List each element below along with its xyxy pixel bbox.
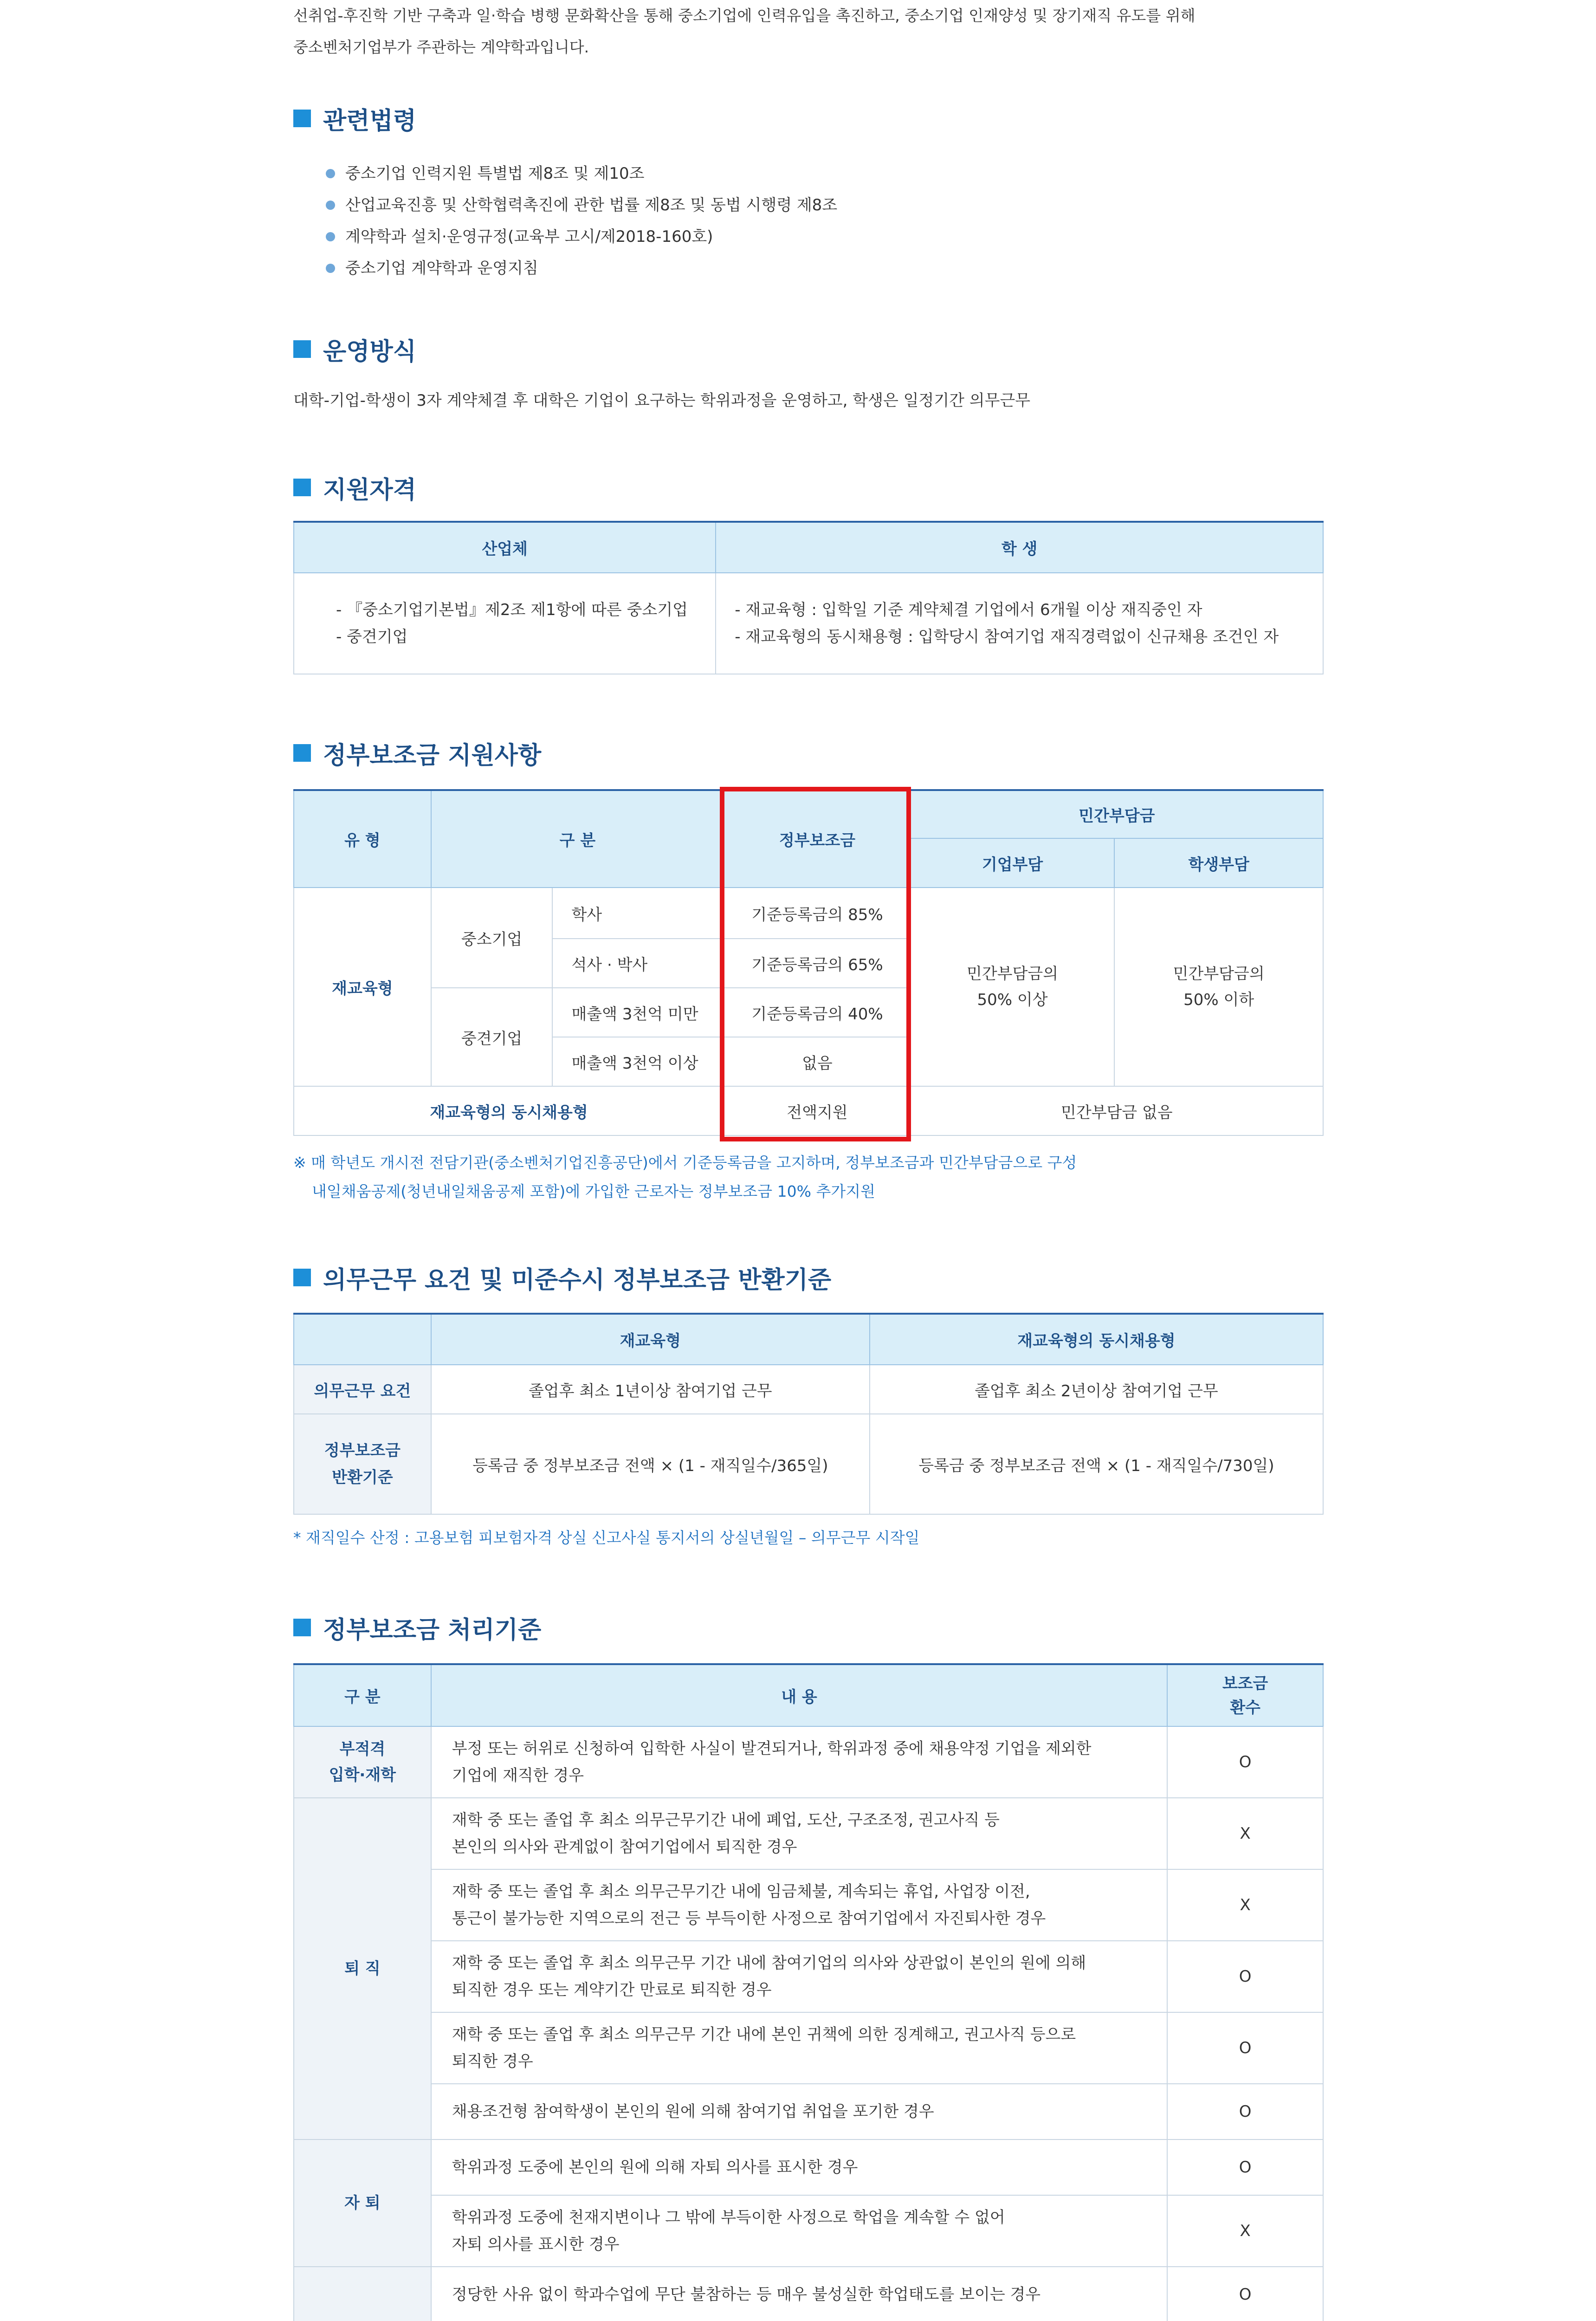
table-header: 학 생 (716, 522, 1323, 573)
section-title-processing (293, 1614, 542, 1644)
note-line: ※ 매 학년도 개시전 전담기관(중소벤처기업진흥공단)에서 기준등록금을 고지하며, 정부보조금과 민간부담금으로 구성 (293, 1154, 1077, 1172)
list-item (326, 253, 837, 284)
cell-line: - 『중소기업기본법』제2조 제1항에 따른 중소기업 (336, 601, 688, 619)
refund-mark: O (1167, 1941, 1323, 2012)
table-header: 기업부담 (911, 838, 1115, 888)
content-line: 채용조건형 참여학생이 본인의 원에 의해 참여기업 취업을 포기한 경우 (452, 2102, 934, 2121)
content-line: 재학 중 또는 졸업 후 최소 의무근무기간 내에 임금체불, 계속되는 휴업, 사업장 이전, (452, 1882, 1030, 1901)
table-header: 학생부담 (1114, 838, 1323, 888)
sub-category-cell: 학사 (552, 888, 724, 939)
processing-table (293, 1663, 1324, 2321)
content-line: 학위과정 도중에 본인의 원에 의해 자퇴 의사를 표시한 경우 (452, 2158, 858, 2177)
list-item-text: 산업교육진흥 및 산학협력촉진에 관한 법률 제8조 및 동법 시행령 제8조 (345, 196, 838, 214)
content-line: 부정 또는 허위로 신청하여 입학한 사실이 발견되거나, 학위과정 중에 채용약정 기업을 제외한 (452, 1739, 1092, 1758)
gov-cell: 기준등록금의 65% (724, 939, 911, 988)
section-title-text: 관련법령 (323, 107, 416, 135)
cell-line: 50% 이상 (977, 991, 1048, 1009)
category-cell: 중소기업 (431, 888, 553, 988)
refund-mark: O (1167, 2139, 1323, 2195)
note-line: 내일채움공제(청년내일채움공제 포함)에 가입한 근로자는 정부보조금 10% 추가지원 (312, 1182, 876, 1200)
refund-mark: O (1167, 2084, 1323, 2139)
table-row (294, 1798, 1323, 1869)
content-cell (431, 2012, 1168, 2084)
dot-icon (326, 201, 335, 210)
sub-category-cell: 매출액 3천억 이상 (552, 1037, 724, 1086)
content-line: 재학 중 또는 졸업 후 최소 의무근무기간 내에 폐업, 도산, 구조조정, 권고사직 등 (452, 1811, 1000, 1829)
table-header: 산업체 (294, 522, 716, 573)
header-line: 환수 (1230, 1698, 1260, 1717)
cell-line: - 재교육형 : 입학일 기준 계약체결 기업에서 6개월 이상 재직중인 자 (735, 601, 1202, 619)
category-cell: 중견기업 (431, 988, 553, 1086)
content-cell (431, 2139, 1168, 2195)
operation-text: 대학-기업-학생이 3자 계약체결 후 대학은 기업이 요구하는 학위과정을 운영하고, 학생은 일정기간 의무근무 (293, 391, 1031, 410)
company-share-cell (911, 888, 1115, 1086)
processing-body (294, 1726, 1323, 2321)
table-cell: 등록금 중 정부보조금 전액 × (1 - 재직일수/730일) (870, 1414, 1323, 1514)
table-header (1167, 1664, 1323, 1726)
content-line: 자퇴 의사를 표시한 경우 (452, 2235, 620, 2254)
table-row (294, 2084, 1323, 2139)
gov-cell: 기준등록금의 85% (724, 888, 911, 939)
table-header: 유 형 (294, 790, 431, 888)
duty-note: * 재직일수 산정 : 고용보험 피보험자격 상실 신고사실 통지서의 상실년월일 – 의무근무 시작일 (293, 1529, 920, 1547)
table-header: 구 분 (294, 1664, 431, 1726)
content-cell (431, 1726, 1168, 1798)
table-header: 민간부담금 (911, 790, 1323, 838)
table-header: 재교육형 (431, 1314, 870, 1365)
content-line: 학위과정 도중에 천재지변이나 그 밖에 부득이한 사정으로 학업을 계속할 수 없어 (452, 2208, 1005, 2227)
section-title-text: 운영방식 (323, 337, 416, 366)
student-cell (716, 573, 1323, 674)
sub-category-cell: 석사 · 박사 (552, 939, 724, 988)
cell-line: 정부보조금 (324, 1441, 401, 1460)
section-title-subsidy (293, 739, 542, 770)
content-line: 통근이 불가능한 지역으로의 전근 등 부득이한 사정으로 참여기업에서 자진퇴사한 경우 (452, 1909, 1046, 1928)
table-row (294, 1941, 1323, 2012)
section-title-text: 지원자격 (323, 476, 416, 504)
table-row (294, 1726, 1323, 1798)
group-label (294, 1726, 431, 1798)
dot-icon (326, 264, 335, 273)
table-header: 구 분 (431, 790, 724, 888)
intro-line: 중소벤처기업부가 주관하는 계약학과입니다. (293, 38, 589, 56)
intro-text (293, 0, 1324, 63)
eligibility-table (293, 521, 1324, 674)
cell-line: 50% 이하 (1183, 991, 1254, 1009)
section-title-eligibility (293, 473, 416, 504)
cell-line: 반환기준 (332, 1468, 393, 1487)
table-cell: 졸업후 최소 2년이상 참여기업 근무 (870, 1365, 1323, 1414)
table-cell: 졸업후 최소 1년이상 참여기업 근무 (431, 1365, 870, 1414)
type-cell: 재교육형의 동시채용형 (294, 1086, 724, 1135)
gov-cell: 전액지원 (724, 1086, 911, 1135)
section-title-operation (293, 335, 416, 366)
type-cell: 재교육형 (294, 888, 431, 1086)
section-title-laws (293, 104, 416, 135)
row-head (294, 1414, 431, 1514)
square-bullet-icon (293, 479, 311, 496)
header-line: 보조금 (1222, 1674, 1268, 1693)
table-row (294, 2267, 1323, 2321)
list-item (326, 221, 837, 253)
table-row (294, 2195, 1323, 2267)
highlight-box (720, 787, 911, 1141)
square-bullet-icon (293, 1269, 311, 1286)
industry-cell (294, 573, 716, 674)
section-title-duty (293, 1264, 832, 1294)
row-head: 의무근무 요건 (294, 1365, 431, 1414)
cell-line: - 중견기업 (336, 628, 408, 646)
section-title-text: 정부보조금 지원사항 (323, 741, 542, 770)
content-cell (431, 1798, 1168, 1869)
list-item-text: 중소기업 계약학과 운영지침 (345, 259, 538, 278)
content-line: 퇴직한 경우 (452, 2052, 533, 2071)
list-item-text: 계약학과 설치·운영규정(교육부 고시/제2018-160호) (345, 227, 713, 246)
content-line: 정당한 사유 없이 학과수업에 무단 불참하는 등 매우 불성실한 학업태도를 보이는 경우 (452, 2285, 1041, 2304)
intro-line: 선취업-후진학 기반 구축과 일·학습 병행 문화확산을 통해 중소기업에 인력유입을 촉진하고, 중소기업 인재양성 및 장기재직 유도를 위해 (293, 6, 1195, 25)
table-row (294, 1869, 1323, 1941)
table-header (294, 1314, 431, 1365)
cell-line: 민간부담금의 (1173, 965, 1265, 983)
subsidy-note (293, 1148, 1077, 1206)
refund-mark: O (1167, 1726, 1323, 1798)
sub-category-cell: 매출액 3천억 미만 (552, 988, 724, 1037)
section-title-text: 의무근무 요건 및 미준수시 정부보조금 반환기준 (323, 1266, 832, 1294)
dot-icon (326, 232, 335, 241)
private-cell: 민간부담금 없음 (911, 1086, 1323, 1135)
dot-icon (326, 169, 335, 178)
table-row (294, 2012, 1323, 2084)
table-row (294, 2139, 1323, 2195)
table-header: 재교육형의 동시채용형 (870, 1314, 1323, 1365)
group-label (294, 1798, 431, 2139)
content-cell (431, 1941, 1168, 2012)
section-title-text: 정부보조금 처리기준 (323, 1616, 542, 1644)
content-cell (431, 2195, 1168, 2267)
square-bullet-icon (293, 1619, 311, 1636)
group-label (294, 2139, 431, 2267)
table-header: 내 용 (431, 1664, 1168, 1726)
refund-mark: X (1167, 1869, 1323, 1941)
duty-table (293, 1313, 1324, 1515)
content-line: 재학 중 또는 졸업 후 최소 의무근무 기간 내에 참여기업의 의사와 상관없이 본인의 원에 의해 (452, 1954, 1086, 1972)
cell-line: - 재교육형의 동시채용형 : 입학당시 참여기업 재직경력없이 신규채용 조건인 자 (735, 628, 1279, 646)
content-line: 본인의 의사와 관계없이 참여기업에서 퇴직한 경우 (452, 1838, 797, 1856)
square-bullet-icon (293, 110, 311, 127)
refund-mark: O (1167, 2267, 1323, 2321)
laws-list (326, 158, 837, 284)
gov-cell: 없음 (724, 1037, 911, 1086)
content-cell (431, 1869, 1168, 1941)
content-cell (431, 2267, 1168, 2321)
group-label-line: 자 퇴 (344, 2194, 381, 2212)
refund-mark: O (1167, 2012, 1323, 2084)
content-cell (431, 2084, 1168, 2139)
table-header: 정부보조금 (724, 790, 911, 888)
group-label (294, 2267, 431, 2321)
square-bullet-icon (293, 744, 311, 762)
refund-mark: X (1167, 1798, 1323, 1869)
content-line: 기업에 재직한 경우 (452, 1766, 584, 1785)
table-cell: 등록금 중 정부보조금 전액 × (1 - 재직일수/365일) (431, 1414, 870, 1514)
student-share-cell (1114, 888, 1323, 1086)
content-line: 퇴직한 경우 또는 계약기간 만료로 퇴직한 경우 (452, 1981, 772, 1999)
list-item (326, 189, 837, 221)
group-label-line: 퇴 직 (344, 1959, 381, 1978)
group-label-line: 입학·재학 (329, 1766, 396, 1784)
list-item-text: 중소기업 인력지원 특별법 제8조 및 제10조 (345, 164, 645, 183)
cell-line: 민간부담금의 (967, 965, 1059, 983)
list-item (326, 158, 837, 189)
group-label-line: 부적격 (339, 1740, 386, 1758)
refund-mark: X (1167, 2195, 1323, 2267)
square-bullet-icon (293, 340, 311, 358)
content-line: 재학 중 또는 졸업 후 최소 의무근무 기간 내에 본인 귀책에 의한 징계해고, 권고사직 등으로 (452, 2025, 1076, 2044)
gov-cell: 기준등록금의 40% (724, 988, 911, 1037)
